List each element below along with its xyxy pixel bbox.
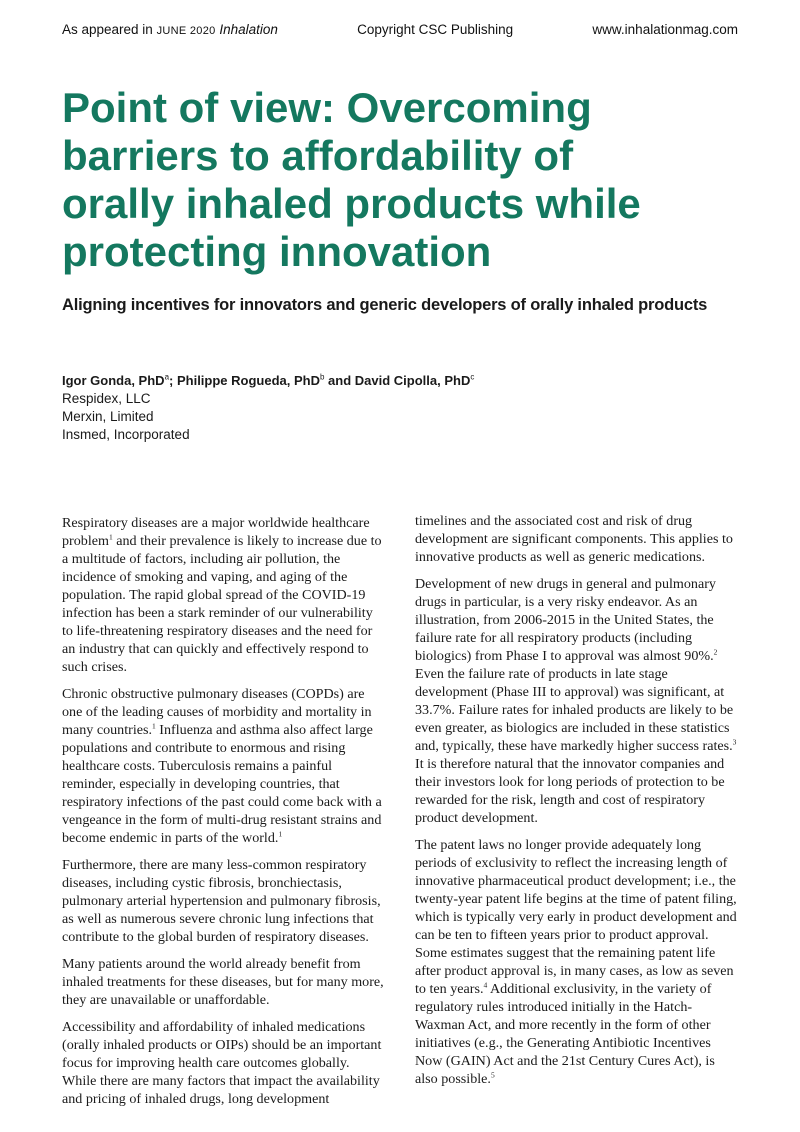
- header-source: As appeared in JUNE 2020 Inhalation: [62, 22, 278, 37]
- body-paragraph: Respiratory diseases are a major worldwide healthcare problem$^1$ and their prevalence is likely to increase due to a multitude of factors, including air pollution, the incidence of smoking and vaping, and aging of the population. The rapid global spread of the COVID-19 infection has been a stark reminder of our vulnerability to life-threatening respiratory diseases and the need for an industry that can quickly and effectively respond to such crises.: [62, 515, 382, 675]
- reference-marker[interactable]: 1: [278, 829, 283, 839]
- author-block: [62, 372, 562, 444]
- author-names: Igor Gonda, PhD$^a$; Philippe Rogueda, PhD$^b$ and David Cipolla, PhD$^c$: [62, 372, 475, 388]
- header-website[interactable]: www.inhalationmag.com: [592, 22, 738, 37]
- article-subtitle: Aligning incentives for innovators and generic developers of orally inhaled products: [62, 296, 708, 314]
- body-paragraph: Accessibility and affordability of inhaled medications (orally inhaled products or OIPs) should be an important focus for improving health care outcomes globally. While there are many factors that impact the availability and pricing of inhaled drugs, long development: [62, 1019, 382, 1107]
- reference-marker[interactable]: 5: [490, 1070, 495, 1080]
- article-title: Point of view: Overcoming barriers to affordability of orally inhaled products while protecting innovation: [62, 84, 641, 275]
- page-header: [62, 22, 738, 37]
- author-name: Philippe Rogueda, PhD: [176, 373, 320, 388]
- author-name: David Cipolla, PhD: [354, 373, 471, 388]
- affiliation-line: Respidex, LLC: [62, 391, 151, 406]
- affiliation-line: Merxin, Limited: [62, 409, 154, 424]
- header-journal: Inhalation: [219, 22, 278, 37]
- body-paragraph: Furthermore, there are many less-common respiratory diseases, including cystic fibrosis, bronchiectasis, pulmonary arterial hypertension and pulmonary fibrosis, as well as numerous severe chronic lung infections that contribute to the global burden of respiratory diseases.: [62, 857, 381, 945]
- body-paragraph: Development of new drugs in general and pulmonary drugs in particular, is a very risky endeavor. As an illustration, from 2006-2015 in the United States, the failure rate for all respiratory products (including biologics) from Phase I to approval was almost 90%.$^2$ Even the failure rate of products in late stage development (Phase III to approval) was significant, at 33.7%. Failure rates for inhaled products are likely to be even greater, as biologics are included in these statistics and, typically, these have markedly higher success rates.$^3$ It is therefore natural that the innovator companies and their investors look for long periods of protection to be rewarded for the risk, length and cost of respiratory product development.: [415, 576, 737, 826]
- body-paragraph: The patent laws no longer provide adequately long periods of exclusivity to reflect the increasing length of innovative pharmaceutical product development; i.e., the twenty-year patent life begins at the time of patent filing, which is typically very early in product development and can be ten to fifteen years prior to product approval. Some estimates suggest that the remaining patent life after product approval is, in many cases, as low as seven to ten years.$^4$ Additional exclusivity, in the variety of regulatory rules introduced initially in the Hatch-Waxman Act, and more recently in the form of other initiatives (e.g., the Generating Antibiotic Incentives Now (GAIN) Act and the 21st Century Cures Act), is also possible.$^5$: [415, 837, 737, 1087]
- body-paragraph: Many patients around the world already benefit from inhaled treatments for these diseases, but for many more, they are unavailable or unaffordable.: [62, 956, 384, 1008]
- reference-marker[interactable]: 2: [713, 647, 718, 657]
- reference-marker[interactable]: 4: [483, 980, 488, 990]
- body-paragraph: timelines and the associated cost and risk of drug development are significant components. This applies to innovative products as well as generic medications.: [415, 513, 733, 565]
- body-column-right: [415, 512, 740, 1097]
- affiliation-line: Insmed, Incorporated: [62, 427, 190, 442]
- header-month: JUNE 2020: [156, 25, 216, 37]
- body-paragraph: Chronic obstructive pulmonary diseases (COPDs) are one of the leading causes of morbidity and mortality in many countries.$^1$ Influenza and asthma also affect large populations and contribute to enormous and rising healthcare costs. Tuberculosis remains a painful reminder, especially in developing countries, that respiratory infections of the past could come back with a vengeance in the form of multi-drug resistant strains and become endemic in parts of the world.$^1$: [62, 686, 382, 846]
- reference-marker[interactable]: 1: [108, 532, 113, 542]
- author-affiliations: [62, 390, 562, 444]
- author-affiliation-marker: c: [470, 372, 475, 382]
- reference-marker[interactable]: 3: [732, 737, 737, 747]
- author-name: Igor Gonda, PhD: [62, 373, 165, 388]
- reference-marker[interactable]: 1: [152, 721, 156, 731]
- header-copyright: Copyright CSC Publishing: [357, 22, 514, 37]
- author-affiliation-marker: b: [319, 372, 325, 382]
- author-affiliation-marker: a: [164, 372, 170, 382]
- body-column-left: [62, 514, 387, 1117]
